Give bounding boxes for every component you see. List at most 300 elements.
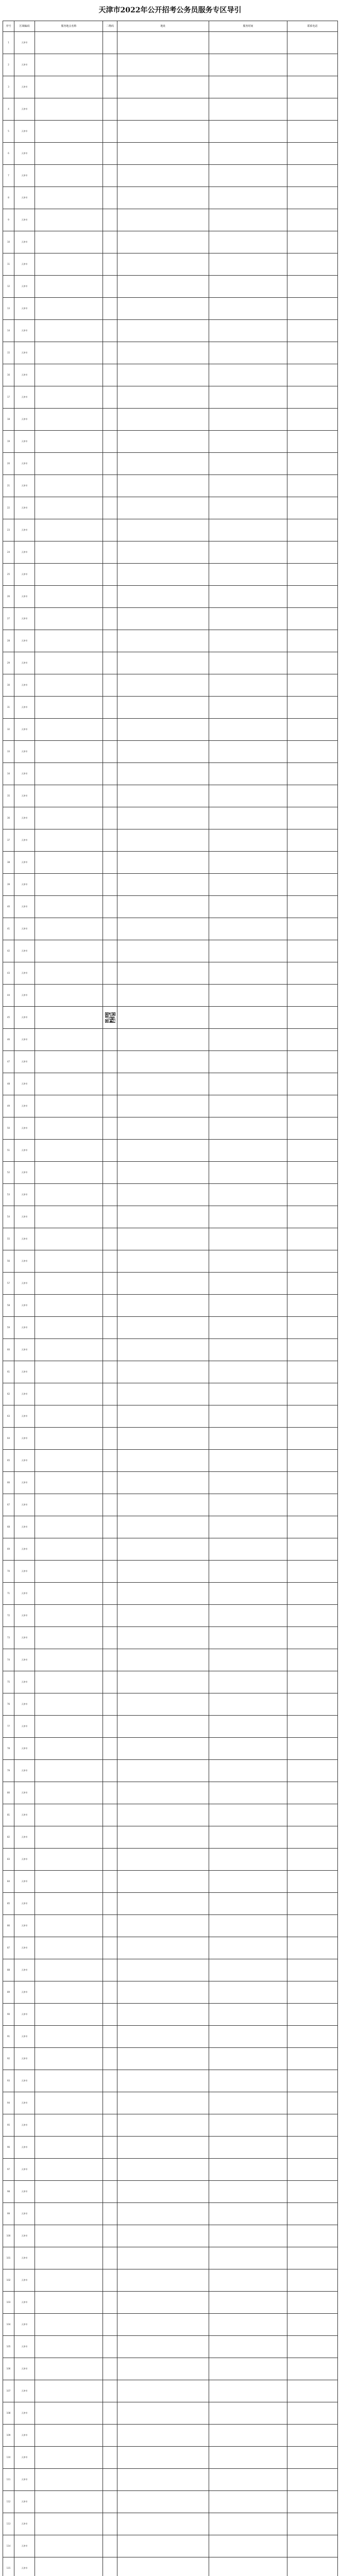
row-phone bbox=[287, 386, 338, 409]
table-row bbox=[3, 2247, 338, 2269]
row-qr-cell bbox=[103, 431, 117, 453]
row-address bbox=[117, 1583, 209, 1605]
row-seq: 99 bbox=[3, 2203, 14, 2225]
row-area-code: 天津市 bbox=[14, 763, 35, 785]
row-hours bbox=[209, 1826, 287, 1849]
table-row bbox=[3, 1627, 338, 1649]
row-hours bbox=[209, 1339, 287, 1361]
row-name bbox=[35, 2070, 103, 2092]
row-area-code: 天津市 bbox=[14, 1649, 35, 1671]
row-hours bbox=[209, 298, 287, 320]
row-hours bbox=[209, 674, 287, 697]
row-phone bbox=[287, 1937, 338, 1959]
row-name bbox=[35, 1295, 103, 1317]
table-row bbox=[3, 2380, 338, 2402]
row-address bbox=[117, 1693, 209, 1716]
row-area-code: 天津市 bbox=[14, 165, 35, 187]
row-qr-cell bbox=[103, 1361, 117, 1383]
row-address bbox=[117, 1317, 209, 1339]
row-address bbox=[117, 386, 209, 409]
row-hours bbox=[209, 1228, 287, 1250]
row-address bbox=[117, 187, 209, 209]
row-qr-cell bbox=[103, 1405, 117, 1428]
table-row bbox=[3, 1849, 338, 1871]
row-phone bbox=[287, 342, 338, 364]
row-phone bbox=[287, 2048, 338, 2070]
table-row bbox=[3, 1871, 338, 1893]
row-address bbox=[117, 364, 209, 386]
table-row bbox=[3, 453, 338, 475]
row-name bbox=[35, 2159, 103, 2181]
row-address bbox=[117, 652, 209, 674]
row-area-code: 天津市 bbox=[14, 1117, 35, 1140]
row-address bbox=[117, 1871, 209, 1893]
table-row bbox=[3, 1162, 338, 1184]
row-name bbox=[35, 519, 103, 541]
row-area-code: 天津市 bbox=[14, 874, 35, 896]
table-row bbox=[3, 2137, 338, 2159]
row-address bbox=[117, 1450, 209, 1472]
row-seq: 22 bbox=[3, 497, 14, 519]
row-area-code: 天津市 bbox=[14, 2314, 35, 2336]
row-area-code: 天津市 bbox=[14, 497, 35, 519]
row-address bbox=[117, 1649, 209, 1671]
row-address bbox=[117, 985, 209, 1007]
row-name bbox=[35, 2092, 103, 2114]
row-hours bbox=[209, 1915, 287, 1937]
row-phone bbox=[287, 674, 338, 697]
table-row bbox=[3, 2491, 338, 2513]
row-seq: 102 bbox=[3, 2269, 14, 2292]
row-hours bbox=[209, 2557, 287, 2576]
row-address bbox=[117, 2137, 209, 2159]
row-name bbox=[35, 1605, 103, 1627]
row-phone bbox=[287, 121, 338, 143]
row-address bbox=[117, 342, 209, 364]
table-row bbox=[3, 2070, 338, 2092]
row-area-code: 天津市 bbox=[14, 2336, 35, 2358]
row-phone bbox=[287, 985, 338, 1007]
row-phone bbox=[287, 874, 338, 896]
row-name bbox=[35, 1250, 103, 1273]
row-seq: 4 bbox=[3, 98, 14, 121]
row-qr-cell bbox=[103, 1693, 117, 1716]
table-row bbox=[3, 1538, 338, 1561]
row-qr-cell bbox=[103, 1184, 117, 1206]
table-row bbox=[3, 1339, 338, 1361]
row-qr-cell bbox=[103, 652, 117, 674]
table-row bbox=[3, 431, 338, 453]
row-name bbox=[35, 497, 103, 519]
row-qr-cell bbox=[103, 2048, 117, 2070]
row-hours bbox=[209, 1450, 287, 1472]
row-name bbox=[35, 1361, 103, 1383]
row-hours bbox=[209, 1871, 287, 1893]
table-row bbox=[3, 32, 338, 54]
row-area-code: 天津市 bbox=[14, 453, 35, 475]
row-area-code: 天津市 bbox=[14, 1826, 35, 1849]
row-area-code: 天津市 bbox=[14, 1981, 35, 2004]
row-qr-cell bbox=[103, 165, 117, 187]
row-name bbox=[35, 1693, 103, 1716]
row-name bbox=[35, 785, 103, 807]
row-seq: 73 bbox=[3, 1627, 14, 1649]
row-address bbox=[117, 1516, 209, 1538]
table-row bbox=[3, 1605, 338, 1627]
row-name bbox=[35, 121, 103, 143]
table-row bbox=[3, 1494, 338, 1516]
table-row bbox=[3, 1361, 338, 1383]
header-seq: 序号 bbox=[3, 21, 14, 32]
row-area-code: 天津市 bbox=[14, 342, 35, 364]
row-qr-cell bbox=[103, 2557, 117, 2576]
row-address bbox=[117, 2447, 209, 2469]
row-phone bbox=[287, 1981, 338, 2004]
row-qr-cell bbox=[103, 2004, 117, 2026]
row-seq: 109 bbox=[3, 2425, 14, 2447]
row-hours bbox=[209, 763, 287, 785]
row-name bbox=[35, 475, 103, 497]
row-address bbox=[117, 918, 209, 940]
row-seq: 93 bbox=[3, 2070, 14, 2092]
row-seq: 70 bbox=[3, 1561, 14, 1583]
row-seq: 33 bbox=[3, 741, 14, 763]
row-phone bbox=[287, 829, 338, 852]
row-area-code: 天津市 bbox=[14, 1937, 35, 1959]
row-seq: 76 bbox=[3, 1693, 14, 1716]
row-phone bbox=[287, 541, 338, 564]
row-hours bbox=[209, 630, 287, 652]
row-address bbox=[117, 1361, 209, 1383]
table-row bbox=[3, 497, 338, 519]
table-row bbox=[3, 209, 338, 231]
row-phone bbox=[287, 1140, 338, 1162]
row-name bbox=[35, 1849, 103, 1871]
row-seq: 48 bbox=[3, 1073, 14, 1095]
row-name bbox=[35, 1140, 103, 1162]
row-address bbox=[117, 1671, 209, 1693]
row-name bbox=[35, 852, 103, 874]
table-row bbox=[3, 298, 338, 320]
row-address bbox=[117, 1295, 209, 1317]
table-header-row bbox=[3, 21, 338, 32]
row-phone bbox=[287, 1561, 338, 1583]
row-area-code: 天津市 bbox=[14, 2425, 35, 2447]
row-name bbox=[35, 1428, 103, 1450]
row-area-code: 天津市 bbox=[14, 1671, 35, 1693]
row-area-code: 天津市 bbox=[14, 409, 35, 431]
row-qr-cell bbox=[103, 1804, 117, 1826]
table-row bbox=[3, 541, 338, 564]
row-phone bbox=[287, 298, 338, 320]
row-qr-cell bbox=[103, 475, 117, 497]
row-hours bbox=[209, 1649, 287, 1671]
table-row bbox=[3, 852, 338, 874]
row-seq: 18 bbox=[3, 409, 14, 431]
row-qr-cell bbox=[103, 121, 117, 143]
table-row bbox=[3, 630, 338, 652]
row-address bbox=[117, 1095, 209, 1117]
row-area-code: 天津市 bbox=[14, 1428, 35, 1450]
table-row bbox=[3, 76, 338, 98]
row-hours bbox=[209, 2292, 287, 2314]
row-hours bbox=[209, 1428, 287, 1450]
row-qr-cell bbox=[103, 1029, 117, 1051]
row-hours bbox=[209, 1627, 287, 1649]
row-phone bbox=[287, 1317, 338, 1339]
row-hours bbox=[209, 1561, 287, 1583]
header-name: 服务地点名称 bbox=[35, 21, 103, 32]
service-table bbox=[3, 21, 338, 2576]
row-address bbox=[117, 1959, 209, 1981]
row-seq: 86 bbox=[3, 1915, 14, 1937]
row-hours bbox=[209, 1671, 287, 1693]
row-phone bbox=[287, 1494, 338, 1516]
row-phone bbox=[287, 431, 338, 453]
row-name bbox=[35, 453, 103, 475]
row-phone bbox=[287, 2181, 338, 2203]
row-qr-cell bbox=[103, 1959, 117, 1981]
table-row bbox=[3, 586, 338, 608]
row-phone bbox=[287, 209, 338, 231]
table-row bbox=[3, 1693, 338, 1716]
row-hours bbox=[209, 1804, 287, 1826]
row-address bbox=[117, 1428, 209, 1450]
row-phone bbox=[287, 1671, 338, 1693]
row-name bbox=[35, 2447, 103, 2469]
row-phone bbox=[287, 1228, 338, 1250]
row-seq: 98 bbox=[3, 2181, 14, 2203]
row-name bbox=[35, 1760, 103, 1782]
row-name bbox=[35, 2380, 103, 2402]
row-phone bbox=[287, 1361, 338, 1383]
table-row bbox=[3, 165, 338, 187]
row-qr-cell bbox=[103, 276, 117, 298]
row-address bbox=[117, 32, 209, 54]
row-name bbox=[35, 1228, 103, 1250]
row-seq: 108 bbox=[3, 2402, 14, 2425]
row-area-code: 天津市 bbox=[14, 2203, 35, 2225]
row-qr-cell bbox=[103, 2292, 117, 2314]
row-seq: 67 bbox=[3, 1494, 14, 1516]
row-seq: 1 bbox=[3, 32, 14, 54]
row-hours bbox=[209, 2114, 287, 2137]
table-row bbox=[3, 697, 338, 719]
row-seq: 88 bbox=[3, 1959, 14, 1981]
row-hours bbox=[209, 453, 287, 475]
row-name bbox=[35, 2358, 103, 2380]
row-address bbox=[117, 741, 209, 763]
row-area-code: 天津市 bbox=[14, 2447, 35, 2469]
row-hours bbox=[209, 1295, 287, 1317]
row-hours bbox=[209, 564, 287, 586]
row-hours bbox=[209, 2225, 287, 2247]
row-hours bbox=[209, 1472, 287, 1494]
row-area-code: 天津市 bbox=[14, 1693, 35, 1716]
row-qr-cell bbox=[103, 1849, 117, 1871]
table-row bbox=[3, 1405, 338, 1428]
row-hours bbox=[209, 918, 287, 940]
row-area-code: 天津市 bbox=[14, 1472, 35, 1494]
row-address bbox=[117, 586, 209, 608]
row-address bbox=[117, 1140, 209, 1162]
row-seq: 46 bbox=[3, 1029, 14, 1051]
row-name bbox=[35, 1007, 103, 1029]
row-name bbox=[35, 2004, 103, 2026]
row-hours bbox=[209, 2447, 287, 2469]
row-address bbox=[117, 409, 209, 431]
row-area-code: 天津市 bbox=[14, 2269, 35, 2292]
row-seq: 25 bbox=[3, 564, 14, 586]
row-area-code: 天津市 bbox=[14, 2114, 35, 2137]
table-row bbox=[3, 386, 338, 409]
row-seq: 52 bbox=[3, 1162, 14, 1184]
row-seq: 55 bbox=[3, 1228, 14, 1250]
row-name bbox=[35, 1472, 103, 1494]
row-hours bbox=[209, 586, 287, 608]
row-phone bbox=[287, 1516, 338, 1538]
row-name bbox=[35, 829, 103, 852]
row-qr-cell bbox=[103, 2491, 117, 2513]
row-phone bbox=[287, 364, 338, 386]
row-address bbox=[117, 2292, 209, 2314]
table-row bbox=[3, 896, 338, 918]
row-seq: 96 bbox=[3, 2137, 14, 2159]
row-phone bbox=[287, 1959, 338, 1981]
row-address bbox=[117, 829, 209, 852]
row-seq: 12 bbox=[3, 276, 14, 298]
row-qr-cell bbox=[103, 1494, 117, 1516]
row-name bbox=[35, 1716, 103, 1738]
row-address bbox=[117, 2513, 209, 2535]
row-phone bbox=[287, 763, 338, 785]
table-row bbox=[3, 1228, 338, 1250]
row-address bbox=[117, 1937, 209, 1959]
row-phone bbox=[287, 2269, 338, 2292]
row-qr-cell bbox=[103, 1627, 117, 1649]
row-qr-cell bbox=[103, 874, 117, 896]
row-hours bbox=[209, 2203, 287, 2225]
row-hours bbox=[209, 1849, 287, 1871]
row-hours bbox=[209, 652, 287, 674]
row-phone bbox=[287, 1007, 338, 1029]
row-address bbox=[117, 2070, 209, 2092]
row-qr-cell bbox=[103, 1383, 117, 1405]
row-name bbox=[35, 187, 103, 209]
row-qr-cell bbox=[103, 608, 117, 630]
row-name bbox=[35, 1317, 103, 1339]
row-phone bbox=[287, 1760, 338, 1782]
row-qr-cell bbox=[103, 1915, 117, 1937]
row-area-code: 天津市 bbox=[14, 2469, 35, 2491]
row-hours bbox=[209, 1184, 287, 1206]
row-hours bbox=[209, 785, 287, 807]
row-address bbox=[117, 564, 209, 586]
row-qr-cell bbox=[103, 1051, 117, 1073]
row-qr-cell bbox=[103, 674, 117, 697]
table-row bbox=[3, 54, 338, 76]
row-area-code: 天津市 bbox=[14, 2513, 35, 2535]
row-area-code: 天津市 bbox=[14, 1095, 35, 1117]
row-qr-cell bbox=[103, 364, 117, 386]
row-seq: 66 bbox=[3, 1472, 14, 1494]
row-seq: 57 bbox=[3, 1273, 14, 1295]
row-area-code: 天津市 bbox=[14, 1782, 35, 1804]
row-address bbox=[117, 2358, 209, 2380]
row-qr-cell bbox=[103, 1472, 117, 1494]
row-qr-cell bbox=[103, 962, 117, 985]
row-qr-cell bbox=[103, 1738, 117, 1760]
table-row bbox=[3, 763, 338, 785]
row-seq: 15 bbox=[3, 342, 14, 364]
row-address bbox=[117, 2469, 209, 2491]
row-phone bbox=[287, 2292, 338, 2314]
table-row bbox=[3, 98, 338, 121]
row-seq: 17 bbox=[3, 386, 14, 409]
row-hours bbox=[209, 431, 287, 453]
row-qr-cell bbox=[103, 2358, 117, 2380]
row-area-code: 天津市 bbox=[14, 1538, 35, 1561]
row-hours bbox=[209, 2513, 287, 2535]
table-row bbox=[3, 1295, 338, 1317]
row-phone bbox=[287, 497, 338, 519]
row-hours bbox=[209, 32, 287, 54]
row-phone bbox=[287, 1693, 338, 1716]
table-row bbox=[3, 807, 338, 829]
row-address bbox=[117, 1250, 209, 1273]
table-row bbox=[3, 940, 338, 962]
table-row bbox=[3, 1029, 338, 1051]
row-phone bbox=[287, 2092, 338, 2114]
row-hours bbox=[209, 1494, 287, 1516]
row-hours bbox=[209, 76, 287, 98]
row-address bbox=[117, 165, 209, 187]
table-row bbox=[3, 1716, 338, 1738]
row-address bbox=[117, 453, 209, 475]
row-hours bbox=[209, 2380, 287, 2402]
row-qr-cell bbox=[103, 2092, 117, 2114]
row-area-code: 天津市 bbox=[14, 1051, 35, 1073]
row-hours bbox=[209, 1117, 287, 1140]
row-hours bbox=[209, 2070, 287, 2092]
row-hours bbox=[209, 2181, 287, 2203]
row-seq: 115 bbox=[3, 2557, 14, 2576]
row-area-code: 天津市 bbox=[14, 1516, 35, 1538]
table-row bbox=[3, 2269, 338, 2292]
row-area-code: 天津市 bbox=[14, 253, 35, 276]
row-area-code: 天津市 bbox=[14, 1361, 35, 1383]
row-area-code: 天津市 bbox=[14, 1627, 35, 1649]
row-seq: 92 bbox=[3, 2048, 14, 2070]
row-phone bbox=[287, 586, 338, 608]
row-phone bbox=[287, 1339, 338, 1361]
row-area-code: 天津市 bbox=[14, 1405, 35, 1428]
row-address bbox=[117, 431, 209, 453]
header-area-code: 区域编码 bbox=[14, 21, 35, 32]
row-address bbox=[117, 2225, 209, 2247]
row-seq: 110 bbox=[3, 2447, 14, 2469]
row-qr-cell bbox=[103, 2181, 117, 2203]
row-hours bbox=[209, 1959, 287, 1981]
row-address bbox=[117, 2092, 209, 2114]
row-name bbox=[35, 1871, 103, 1893]
table-row bbox=[3, 1981, 338, 2004]
row-area-code: 天津市 bbox=[14, 2048, 35, 2070]
row-address bbox=[117, 1007, 209, 1029]
row-address bbox=[117, 209, 209, 231]
row-qr-cell bbox=[103, 1893, 117, 1915]
row-area-code: 天津市 bbox=[14, 1273, 35, 1295]
